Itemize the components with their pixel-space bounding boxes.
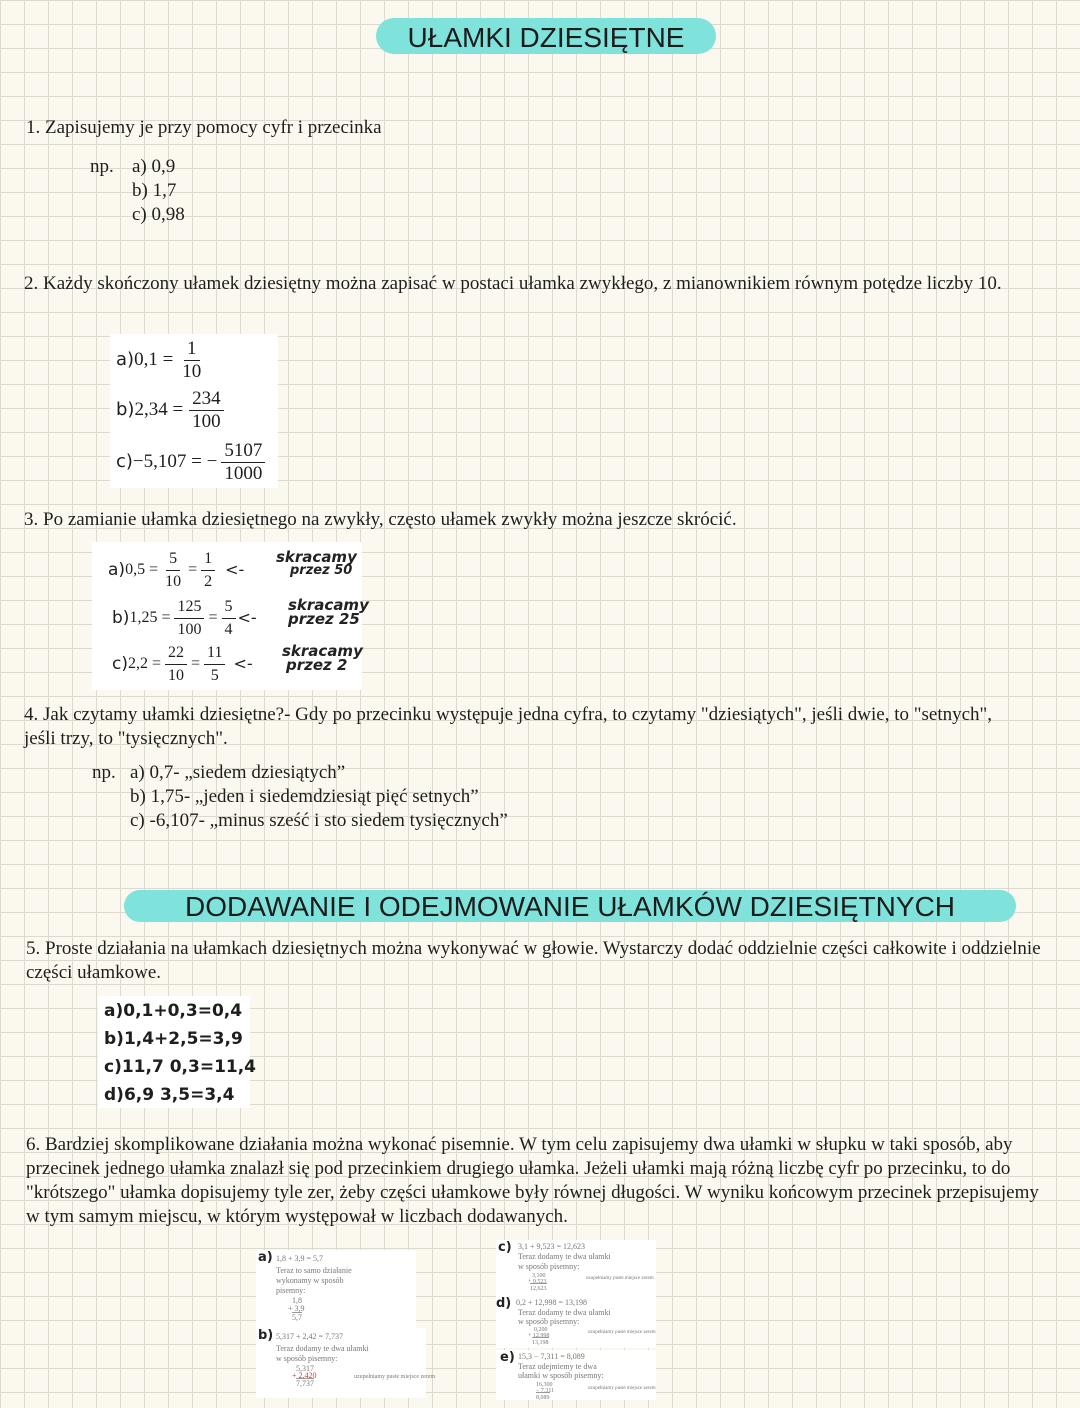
section-5-example-b: b)1,4+2,5=3,9 bbox=[104, 1029, 243, 1049]
section-5-text: 5. Proste działania na ułamkach dziesiętnych można wykonywać w głowie. Wystarczy dodać oddzielnie części całkowite i oddzielnie części ułamkowe. bbox=[26, 938, 1041, 983]
example-label: c) bbox=[116, 451, 133, 472]
arrow: <- bbox=[233, 654, 253, 673]
column-operand: + 12,998 bbox=[528, 1333, 550, 1339]
example-label: a) bbox=[258, 1250, 273, 1265]
equation: 3,1 + 9,523 = 12,623 bbox=[518, 1242, 586, 1251]
description-line: wykonamy w sposób bbox=[276, 1276, 344, 1285]
worked-example-a bbox=[256, 1250, 416, 1328]
denominator: 10 bbox=[182, 360, 202, 382]
section-4-example-c: c) -6,107- „minus sześć i sto siedem tysięcznych” bbox=[130, 810, 508, 831]
note-a bbox=[276, 550, 357, 578]
fraction bbox=[204, 642, 225, 687]
fraction bbox=[222, 596, 236, 641]
title-decimal-fractions: UŁAMKI DZIESIĘTNE bbox=[376, 18, 716, 54]
worked-example-d bbox=[496, 1296, 656, 1348]
description-line: Teraz dodamy te dwa ułamki bbox=[518, 1308, 611, 1317]
description-line: Teraz dodamy te dwa ułamki bbox=[518, 1252, 611, 1261]
description-line: w sposób pisemny: bbox=[518, 1317, 580, 1326]
column-operand: 1,8 bbox=[292, 1296, 302, 1305]
side-note: uzupełniamy puste miejsce zerem bbox=[354, 1374, 436, 1380]
section-4-np: np. bbox=[92, 762, 116, 783]
column-result: 5,7 bbox=[292, 1313, 302, 1322]
equation: 1,8 + 3,9 = 5,7 bbox=[276, 1254, 324, 1263]
denominator: 4 bbox=[224, 620, 233, 638]
column-operand: + 9,523 bbox=[528, 1279, 547, 1285]
numerator: 5 bbox=[222, 596, 236, 619]
arrow: <- bbox=[237, 608, 257, 627]
side-note: uzupełniamy puste miejsce zerem bbox=[588, 1330, 656, 1335]
fraction bbox=[221, 440, 265, 485]
example-label: b) bbox=[116, 399, 135, 420]
section-4-example-b: b) 1,75- „jeden i siedemdziesiąt pięć setnych” bbox=[130, 786, 479, 807]
note-line: skracamy bbox=[276, 548, 357, 566]
example-label: c) bbox=[498, 1240, 512, 1255]
section-1-example-b: b) 1,7 bbox=[132, 180, 177, 201]
section-4-text: 4. Jak czytamy ułamki dziesiętne?- Gdy po przecinku występuje jedna cyfra, to czytamy "dziesiątych", jeśli dwie, to "setnych", jeśli trzy, to "tysięcznych". bbox=[24, 704, 993, 749]
section-6-text: 6. Bardziej skomplikowane działania można wykonać pisemnie. W tym celu zapisujemy dwa ułamki w słupku w taki sposób, aby przecinek jednego ułamka znalazł się pod przecinkiem drugiego ułamka. Jeżeli ułamki mają różną liczbę cyfr po przecinku, to do "krótszego" ułamka dopisujemy tyle zer, żeby części ułamkowe były równej długości. W wyniku końcowym przecinek przepisujemy w tym samym miejscu, w którym występował w liczbach dodawanych. bbox=[26, 1134, 1039, 1227]
section-1-np: np. bbox=[90, 156, 114, 177]
numerator: 5 bbox=[166, 548, 180, 571]
example-label: a) bbox=[108, 560, 126, 580]
description-line: pisemny: bbox=[276, 1286, 306, 1295]
note-line: przez 50 bbox=[290, 563, 353, 578]
description-line: w sposób pisemny: bbox=[518, 1262, 580, 1271]
description-line: Teraz to samo działanie bbox=[276, 1266, 352, 1275]
side-note: uzupełniamy puste miejsce zerem bbox=[586, 1276, 654, 1281]
note-line: skracamy bbox=[282, 642, 363, 660]
fraction-example-b bbox=[116, 384, 224, 436]
column-operand: 3,100 bbox=[532, 1273, 546, 1279]
note-b bbox=[288, 598, 369, 626]
example-lhs: 2,34 = bbox=[134, 399, 184, 420]
example-label: b) bbox=[112, 608, 130, 628]
section-1-example-c: c) 0,98 bbox=[132, 204, 185, 225]
section-1-text: 1. Zapisujemy je przy pomocy cyfr i przecinka bbox=[26, 117, 382, 138]
simplify-example-a bbox=[108, 546, 244, 594]
equals-sign: = bbox=[208, 609, 218, 626]
note-line: przez 2 bbox=[286, 656, 348, 674]
column-operand: + 3,9 bbox=[288, 1304, 305, 1313]
example-lhs: 0,1 = bbox=[134, 349, 174, 370]
example-label: a) bbox=[116, 349, 135, 370]
numerator: 1 bbox=[184, 338, 200, 361]
note-line: przez 25 bbox=[288, 610, 360, 628]
column-operand: − 7,311 bbox=[536, 1388, 555, 1394]
denominator: 5 bbox=[210, 666, 219, 684]
denominator: 2 bbox=[204, 572, 213, 590]
denominator: 1000 bbox=[224, 462, 263, 484]
example-label: d) bbox=[496, 1296, 512, 1311]
numerator: 1 bbox=[201, 548, 215, 571]
column-result: 7,737 bbox=[296, 1379, 314, 1388]
fraction bbox=[165, 642, 187, 687]
denominator: 10 bbox=[168, 666, 185, 684]
equals-sign: = bbox=[191, 655, 201, 672]
note-line: skracamy bbox=[288, 596, 369, 614]
equation: 15,3 − 7,311 = 8,089 bbox=[518, 1352, 585, 1361]
side-note: uzupełniamy puste miejsce zerem bbox=[588, 1386, 656, 1391]
column-operand: 5,317 bbox=[296, 1364, 314, 1373]
title-adding-subtracting: DODAWANIE I ODEJMOWANIE UŁAMKÓW DZIESIĘTNYCH bbox=[124, 890, 1016, 922]
section-5-example-c: c)11,7 0,3=11,4 bbox=[104, 1057, 257, 1077]
denominator: 10 bbox=[165, 572, 182, 590]
simplify-example-c bbox=[112, 640, 253, 688]
section-1-example-a: a) 0,9 bbox=[132, 156, 176, 177]
simplify-example-b bbox=[112, 594, 257, 642]
column-operand: + 2,420 bbox=[292, 1371, 317, 1380]
fraction-example-c bbox=[116, 436, 265, 488]
numerator: 5107 bbox=[221, 440, 265, 463]
fraction bbox=[179, 338, 204, 383]
arrow: <- bbox=[225, 560, 245, 579]
example-lhs: 2,2 = bbox=[127, 655, 162, 672]
example-lhs: 0,5 = bbox=[125, 561, 159, 578]
fraction-example-a bbox=[116, 334, 204, 386]
fraction bbox=[174, 596, 204, 641]
description-line: Teraz odejmiemy te dwa bbox=[518, 1362, 597, 1371]
worked-example-e bbox=[496, 1350, 656, 1400]
numerator: 22 bbox=[165, 642, 187, 665]
section-3-text: 3. Po zamianie ułamka dziesiętnego na zwykły, często ułamek zwykły można jeszcze skrócić. bbox=[24, 509, 737, 530]
denominator: 100 bbox=[192, 410, 221, 432]
column-operand: 0,200 bbox=[534, 1327, 548, 1333]
worked-example-b bbox=[256, 1328, 436, 1398]
description-line: w sposób pisemny: bbox=[276, 1354, 338, 1363]
section-4-example-a: a) 0,7- „siedem dziesiątych” bbox=[130, 762, 346, 783]
example-label: b) bbox=[258, 1328, 274, 1343]
worked-example-c bbox=[496, 1240, 656, 1296]
example-lhs: 1,25 = bbox=[129, 609, 171, 626]
fraction bbox=[201, 548, 215, 593]
example-label: e) bbox=[500, 1350, 515, 1365]
column-result: 13,198 bbox=[532, 1337, 549, 1348]
numerator: 234 bbox=[189, 388, 224, 411]
denominator: 100 bbox=[177, 620, 202, 638]
equation: 5,317 + 2,42 = 7,737 bbox=[276, 1332, 344, 1341]
description-line: ułamki w sposób pisemny: bbox=[518, 1371, 604, 1380]
note-c bbox=[282, 644, 363, 672]
equals-sign: = bbox=[188, 561, 198, 578]
description-line: Teraz dodamy te dwa ułamki bbox=[276, 1344, 369, 1353]
section-2-examples-box bbox=[110, 334, 278, 488]
example-label: c) bbox=[112, 654, 128, 674]
numerator: 125 bbox=[174, 596, 204, 619]
numerator: 11 bbox=[204, 642, 225, 665]
column-result: 8,089 bbox=[536, 1392, 550, 1403]
fraction bbox=[162, 548, 184, 593]
example-lhs: −5,107 = − bbox=[132, 451, 218, 472]
section-2-text: 2. Każdy skończony ułamek dziesiętny można zapisać w postaci ułamka zwykłego, z mianownikiem równym potędze liczby 10. bbox=[24, 273, 1002, 294]
fraction bbox=[189, 388, 224, 433]
section-5-example-a: a)0,1+0,3=0,4 bbox=[104, 1001, 243, 1021]
column-operand: 16,300 bbox=[536, 1382, 553, 1388]
section-5-example-d: d)6,9 3,5=3,4 bbox=[104, 1085, 235, 1105]
column-result: 12,623 bbox=[530, 1283, 547, 1294]
equation: 0,2 + 12,998 = 13,198 bbox=[516, 1298, 588, 1307]
